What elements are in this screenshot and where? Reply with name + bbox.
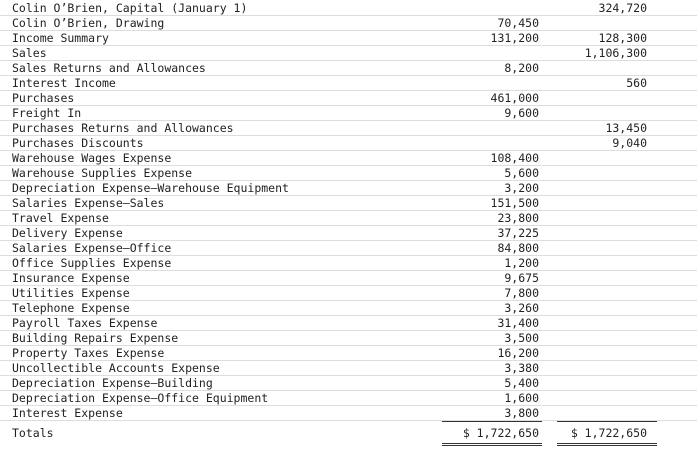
account-name: Interest Income (12, 76, 116, 90)
table-row (0, 391, 697, 406)
table-row (0, 346, 697, 361)
account-name: Salaries Expense—Office (12, 241, 172, 255)
debit-total-underline (442, 421, 542, 422)
table-row (0, 76, 697, 91)
table-row (0, 16, 697, 31)
account-name: Payroll Taxes Expense (12, 316, 158, 330)
debit-amount: 1,200 (504, 256, 539, 270)
debit-amount: 3,260 (504, 301, 539, 315)
account-name: Travel Expense (12, 211, 109, 225)
debit-amount: 3,380 (504, 361, 539, 375)
account-name: Depreciation Expense—Office Equipment (12, 391, 269, 405)
table-row (0, 316, 697, 331)
account-name: Interest Expense (12, 406, 123, 420)
totals-row (0, 423, 697, 443)
debit-total-double-underline (442, 443, 542, 446)
credit-amount: 560 (626, 76, 647, 90)
table-row (0, 91, 697, 106)
account-name: Purchases Returns and Allowances (12, 121, 234, 135)
debit-amount: 108,400 (490, 151, 539, 165)
credit-amount: 324,720 (598, 1, 647, 15)
credit-amount: 9,040 (612, 136, 647, 150)
table-row (0, 241, 697, 256)
debit-amount: 70,450 (497, 16, 539, 30)
debit-total: $ 1,722,650 (462, 426, 539, 440)
debit-amount: 461,000 (490, 91, 539, 105)
account-name: Insurance Expense (12, 271, 130, 285)
account-name: Utilities Expense (12, 286, 130, 300)
account-name: Building Repairs Expense (12, 331, 179, 345)
account-name: Freight In (12, 106, 82, 120)
account-name: Sales Returns and Allowances (12, 61, 206, 75)
account-name: Warehouse Wages Expense (12, 151, 172, 165)
table-row (0, 286, 697, 301)
account-name: Colin O’Brien, Capital (January 1) (12, 1, 248, 15)
table-row (0, 226, 697, 241)
table-row (0, 331, 697, 346)
account-name: Salaries Expense—Sales (12, 196, 165, 210)
table-row (0, 61, 697, 76)
credit-amount: 128,300 (598, 31, 647, 45)
table-row (0, 361, 697, 376)
table-row (0, 196, 697, 211)
credit-amount: 13,450 (605, 121, 647, 135)
account-name: Delivery Expense (12, 226, 123, 240)
account-name: Warehouse Supplies Expense (12, 166, 193, 180)
account-name: Sales (12, 46, 47, 60)
debit-amount: 37,225 (497, 226, 539, 240)
table-row (0, 106, 697, 121)
account-name: Colin O’Brien, Drawing (12, 16, 165, 30)
debit-amount: 7,800 (504, 286, 539, 300)
account-name: Office Supplies Expense (12, 256, 172, 270)
debit-amount: 84,800 (497, 241, 539, 255)
debit-amount: 3,800 (504, 406, 539, 420)
credit-amount: 1,106,300 (584, 46, 647, 60)
table-row (0, 376, 697, 391)
account-name: Purchases (12, 91, 75, 105)
table-row (0, 121, 697, 136)
credit-total: $ 1,722,650 (570, 426, 647, 440)
debit-amount: 23,800 (497, 211, 539, 225)
credit-total-underline (557, 421, 657, 422)
account-name: Depreciation Expense—Warehouse Equipment (12, 181, 289, 195)
debit-amount: 5,600 (504, 166, 539, 180)
debit-amount: 1,600 (504, 391, 539, 405)
debit-amount: 131,200 (490, 31, 539, 45)
table-row (0, 1, 697, 16)
table-row (0, 301, 697, 316)
table-row (0, 181, 697, 196)
debit-amount: 8,200 (504, 61, 539, 75)
table-row (0, 271, 697, 286)
account-name: Depreciation Expense—Building (12, 376, 213, 390)
table-row (0, 166, 697, 181)
table-row (0, 151, 697, 166)
table-row (0, 46, 697, 61)
table-row (0, 406, 697, 421)
table-row (0, 256, 697, 271)
table-row (0, 136, 697, 151)
account-name: Telephone Expense (12, 301, 130, 315)
credit-total-double-underline (557, 443, 657, 446)
account-name: Property Taxes Expense (12, 346, 165, 360)
account-name: Income Summary (12, 31, 109, 45)
totals-label: Totals (12, 426, 54, 440)
debit-amount: 3,200 (504, 181, 539, 195)
debit-amount: 16,200 (497, 346, 539, 360)
debit-amount: 3,500 (504, 331, 539, 345)
debit-amount: 31,400 (497, 316, 539, 330)
debit-amount: 151,500 (490, 196, 539, 210)
account-name: Purchases Discounts (12, 136, 144, 150)
debit-amount: 5,400 (504, 376, 539, 390)
debit-amount: 9,675 (504, 271, 539, 285)
account-name: Uncollectible Accounts Expense (12, 361, 220, 375)
debit-amount: 9,600 (504, 106, 539, 120)
table-row (0, 31, 697, 46)
table-row (0, 211, 697, 226)
